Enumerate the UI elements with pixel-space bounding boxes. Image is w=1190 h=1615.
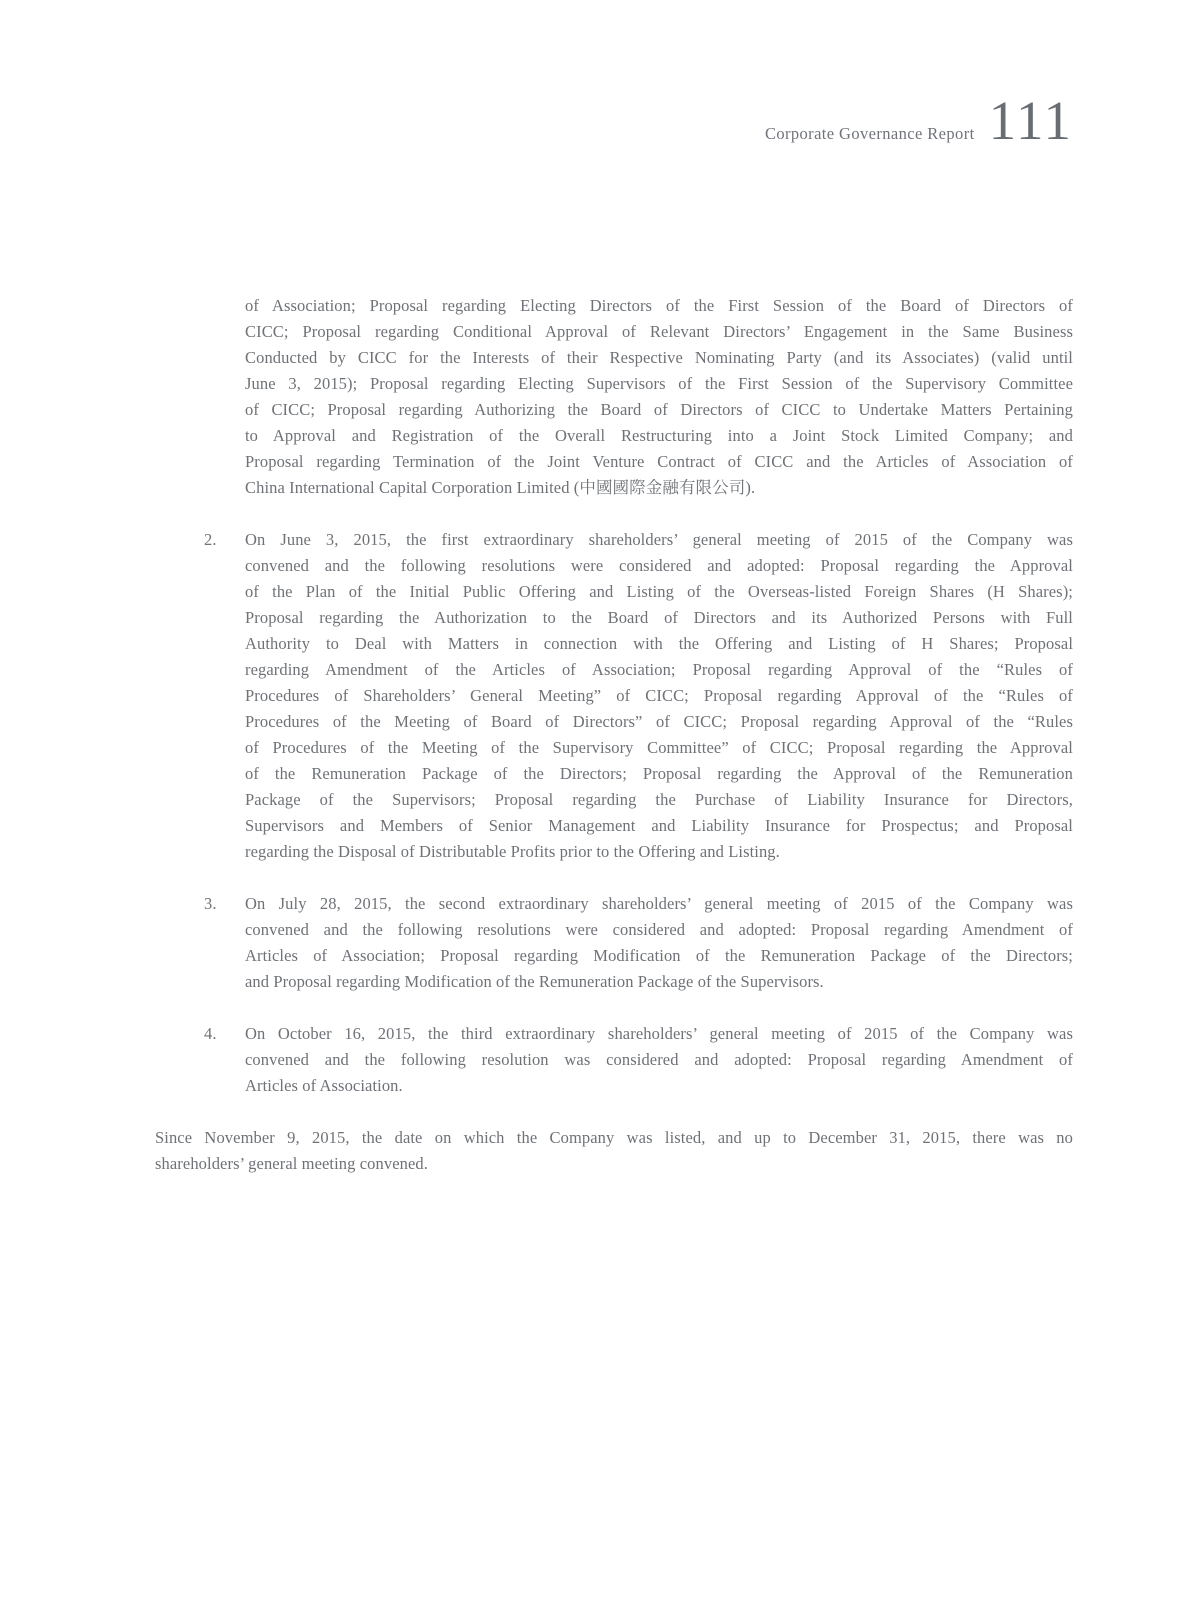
text-line: Proposal regarding the Authorization to the Board of Directors and its Authorized Persons with Full [245,608,1073,627]
text-line: and Proposal regarding Modification of the Remuneration Package of the Supervisors. [245,972,824,991]
text-line: of CICC; Proposal regarding Authorizing the Board of Directors of CICC to Undertake Matters Pertaining [245,400,1073,419]
text-line: China International Capital Corporation Limited (中國國際金融有限公司). [245,478,756,497]
item-number: 4. [204,1024,217,1043]
text-line: June 3, 2015); Proposal regarding Electing Supervisors of the First Session of the Supervisory Committee [245,374,1073,393]
text-line: shareholders’ general meeting convened. [155,1154,428,1173]
item-number [204,293,245,501]
text-line: convened and the following resolutions were considered and adopted: Proposal regarding Amendment of [245,920,1073,939]
document-body [0,293,1190,1177]
text-line: Procedures of Shareholders’ General Meeting” of CICC; Proposal regarding Approval of the “Rules of [245,686,1073,705]
text-line: Articles of Association. [245,1076,403,1095]
list-item [204,293,1190,501]
list-item [204,1021,1190,1099]
text-line: On October 16, 2015, the third extraordinary shareholders’ general meeting of 2015 of the Company was [245,1024,1073,1043]
page-number: 111 [988,90,1073,151]
numbered-list [0,293,1190,1099]
text-line: convened and the following resolution was considered and adopted: Proposal regarding Amendment of [245,1050,1073,1069]
text-line: On July 28, 2015, the second extraordinary shareholders’ general meeting of 2015 of the Company was [245,894,1073,913]
page-header [764,90,1073,151]
item-body [245,527,1073,865]
text-line: Articles of Association; Proposal regarding Modification of the Remuneration Package of the Directors; [245,946,1073,965]
text-line: Package of the Supervisors; Proposal regarding the Purchase of Liability Insurance for Directors, [245,790,1073,809]
item-body [245,1021,1073,1099]
text-line: of Association; Proposal regarding Electing Directors of the First Session of the Board of Directors of [245,296,1073,315]
text-line: Supervisors and Members of Senior Management and Liability Insurance for Prospectus; and Proposal [245,816,1073,835]
text-line: of the Remuneration Package of the Directors; Proposal regarding the Approval of the Remuneration [245,764,1073,783]
item-body [245,891,1073,995]
text-line: of Procedures of the Meeting of the Supervisory Committee” of CICC; Proposal regarding the Approval [245,738,1073,757]
list-item [204,527,1190,865]
item-body [245,293,1073,501]
closing-paragraph [155,1125,1073,1177]
text-line: regarding the Disposal of Distributable Profits prior to the Offering and Listing. [245,842,780,861]
text-line: Conducted by CICC for the Interests of their Respective Nominating Party (and its Associates) (valid until [245,348,1073,367]
text-line: to Approval and Registration of the Overall Restructuring into a Joint Stock Limited Company; and [245,426,1073,445]
section-title: Corporate Governance Report [764,124,975,143]
text-line: of the Plan of the Initial Public Offering and Listing of the Overseas-listed Foreign Shares (H Shares); [245,582,1073,601]
item-number: 3. [204,894,217,913]
list-item [204,891,1190,995]
text-line: Since November 9, 2015, the date on which the Company was listed, and up to December 31, 2015, there was no [155,1128,1073,1147]
text-line: Authority to Deal with Matters in connection with the Offering and Listing of H Shares; Proposal [245,634,1073,653]
item-number: 2. [204,530,217,549]
text-line: regarding Amendment of the Articles of Association; Proposal regarding Approval of the “Rules of [245,660,1073,679]
text-line: convened and the following resolutions were considered and adopted: Proposal regarding the Approval [245,556,1073,575]
text-line: Procedures of the Meeting of Board of Directors” of CICC; Proposal regarding Approval of the “Rules [245,712,1073,731]
text-line: On June 3, 2015, the first extraordinary shareholders’ general meeting of 2015 of the Company was [245,530,1073,549]
text-line: CICC; Proposal regarding Conditional Approval of Relevant Directors’ Engagement in the Same Business [245,322,1073,341]
text-line: Proposal regarding Termination of the Joint Venture Contract of CICC and the Articles of Association of [245,452,1073,471]
